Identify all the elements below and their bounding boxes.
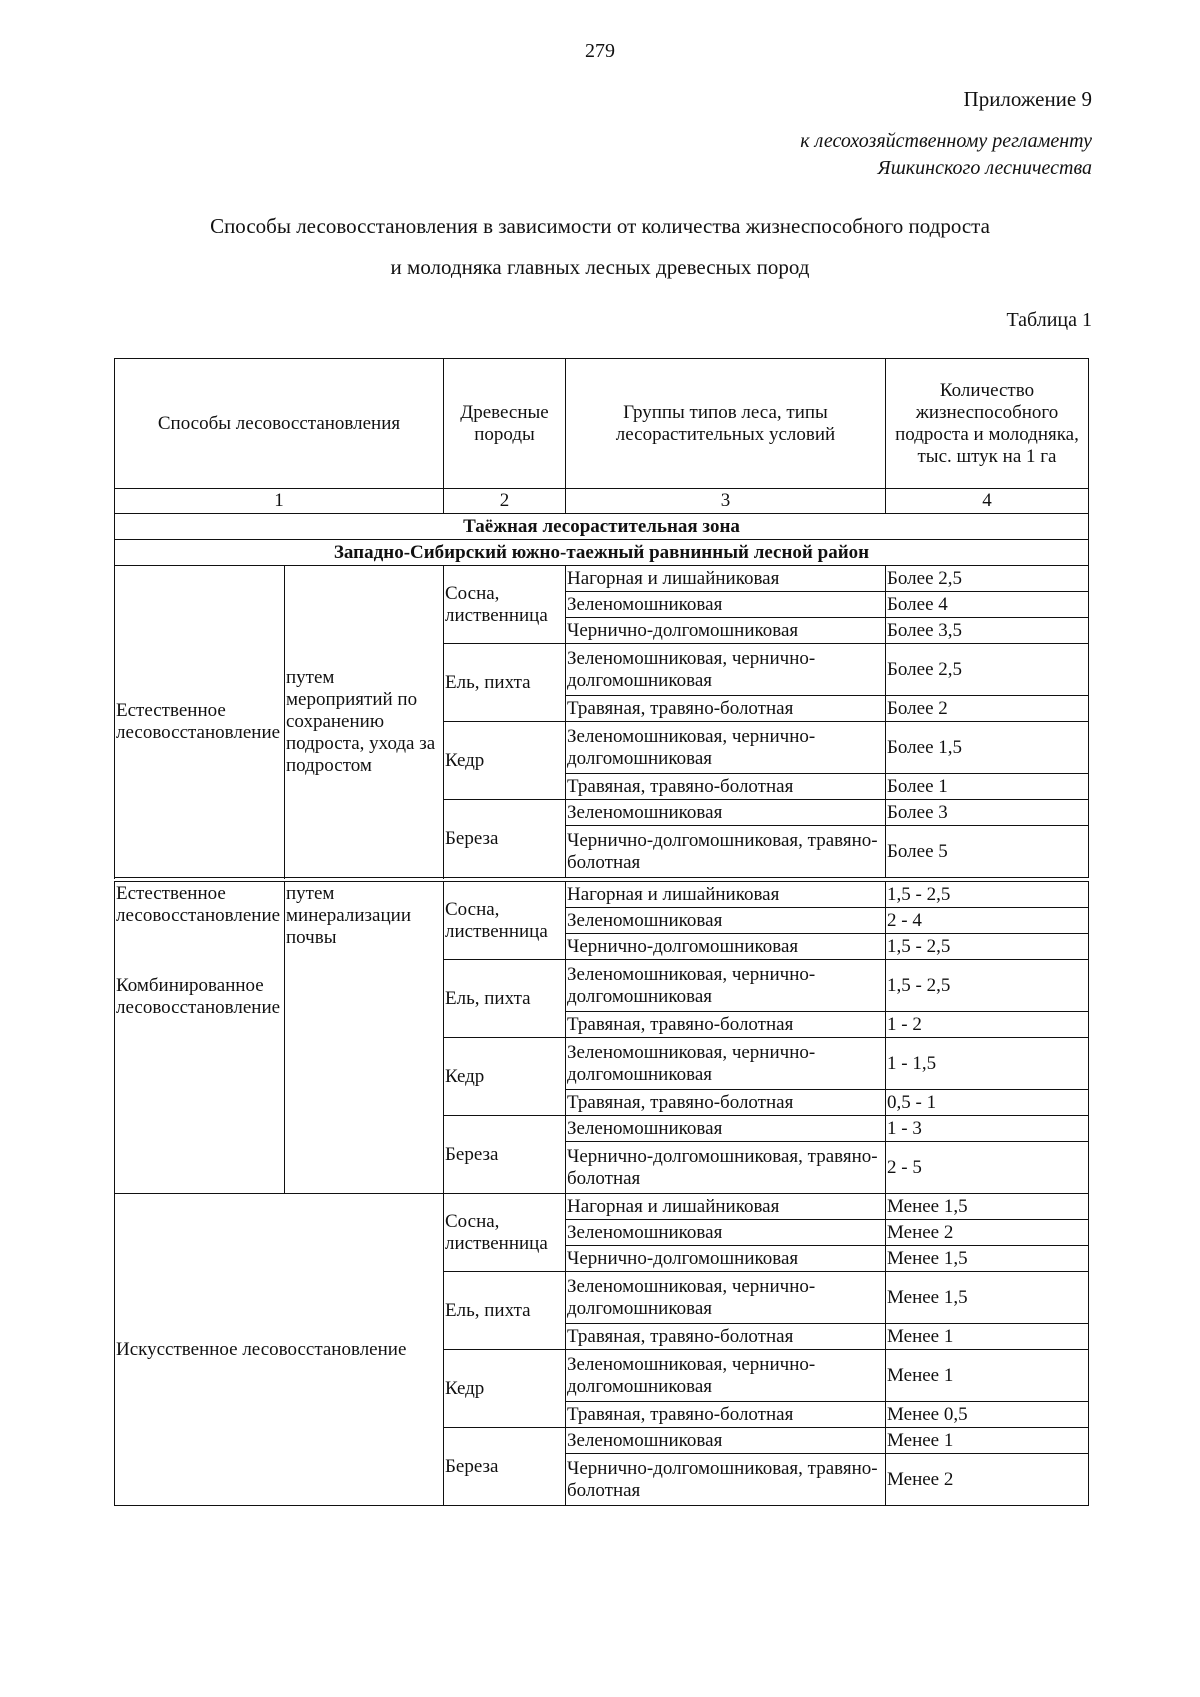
table-row: [115, 882, 1089, 908]
species-cell: Ель, пихта: [444, 1272, 566, 1350]
forest-type-cell: Зеленомошниковая: [566, 1428, 886, 1454]
species-cell: Кедр: [444, 722, 566, 800]
column-number: 4: [886, 489, 1089, 514]
method-natural: Естественное лесовосстановление: [116, 883, 281, 926]
table-header-row: [115, 359, 1089, 489]
quantity-cell: 2 - 4: [886, 908, 1089, 934]
forest-type-cell: Чернично-долгомошниковая, травяно-болотная: [566, 826, 886, 878]
appendix-subtitle-line2: Яшкинского лесничества: [877, 157, 1092, 179]
region-row: [115, 540, 1089, 566]
column-number: 3: [566, 489, 886, 514]
quantity-cell: 1 - 2: [886, 1012, 1089, 1038]
header-forest-types: Группы типов леса, типы лесорастительных условий: [566, 359, 886, 489]
forest-type-cell: Зеленомошниковая, чернично-долгомошниковая: [566, 1272, 886, 1324]
forest-type-cell: Травяная, травяно-болотная: [566, 1012, 886, 1038]
zone-row: [115, 514, 1089, 540]
quantity-cell: Менее 1: [886, 1350, 1089, 1402]
document-title-line1: Способы лесовосстановления в зависимости от количества жизнеспособного подроста: [210, 214, 990, 238]
species-cell: Береза: [444, 800, 566, 878]
quantity-cell: Более 2: [886, 696, 1089, 722]
header-quantity: Количество жизнеспособного подроста и молодняка, тыс. штук на 1 га: [886, 359, 1089, 489]
quantity-cell: Более 3: [886, 800, 1089, 826]
forest-type-cell: Чернично-долгомошниковая, травяно-болотная: [566, 1142, 886, 1194]
forest-type-cell: Зеленомошниковая: [566, 800, 886, 826]
table-caption: Таблица 1: [1006, 309, 1092, 331]
quantity-cell: Менее 1,5: [886, 1194, 1089, 1220]
forest-type-cell: Зеленомошниковая, чернично-долгомошниковая: [566, 1350, 886, 1402]
forest-type-cell: Зеленомошниковая, чернично-долгомошниковая: [566, 644, 886, 696]
quantity-cell: Более 1: [886, 774, 1089, 800]
forest-type-cell: Нагорная и лишайниковая: [566, 882, 886, 908]
forest-type-cell: Травяная, травяно-болотная: [566, 696, 886, 722]
quantity-cell: 0,5 - 1: [886, 1090, 1089, 1116]
forest-type-cell: Зеленомошниковая: [566, 1220, 886, 1246]
column-number: 1: [115, 489, 444, 514]
forest-type-cell: Травяная, травяно-болотная: [566, 1402, 886, 1428]
quantity-cell: Менее 2: [886, 1454, 1089, 1506]
method-cell: Естественное лесовосстановление: [115, 566, 285, 878]
quantity-cell: Более 1,5: [886, 722, 1089, 774]
appendix-subtitle-line1: к лесохозяйственному регламенту: [800, 130, 1092, 152]
forest-type-cell: Нагорная и лишайниковая: [566, 1194, 886, 1220]
forest-type-cell: Зеленомошниковая, чернично-долгомошниковая: [566, 722, 886, 774]
forest-type-cell: Травяная, травяно-болотная: [566, 1090, 886, 1116]
species-cell: Ель, пихта: [444, 644, 566, 722]
quantity-cell: Менее 2: [886, 1220, 1089, 1246]
forest-type-cell: Чернично-долгомошниковая: [566, 1246, 886, 1272]
quantity-cell: 2 - 5: [886, 1142, 1089, 1194]
forest-type-cell: Зеленомошниковая, чернично-долгомошниковая: [566, 960, 886, 1012]
reforestation-table-continued: [114, 881, 1089, 1506]
forest-type-cell: Зеленомошниковая: [566, 908, 886, 934]
quantity-cell: Менее 1: [886, 1324, 1089, 1350]
forest-type-cell: Травяная, травяно-болотная: [566, 1324, 886, 1350]
header-methods: Способы лесовосстановления: [115, 359, 444, 489]
species-cell: Кедр: [444, 1350, 566, 1428]
quantity-cell: Менее 1,5: [886, 1272, 1089, 1324]
forest-type-cell: Чернично-долгомошниковая, травяно-болотная: [566, 1454, 886, 1506]
species-cell: Сосна, лиственница: [444, 566, 566, 644]
page-number: 279: [585, 40, 615, 62]
means-cell: путем мероприятий по сохранению подроста, ухода за подростом: [285, 566, 444, 878]
region-label: Западно-Сибирский южно-таежный равнинный лесной район: [115, 540, 1089, 566]
species-cell: Сосна, лиственница: [444, 882, 566, 960]
species-cell: Ель, пихта: [444, 960, 566, 1038]
forest-type-cell: Зеленомошниковая: [566, 1116, 886, 1142]
column-number: 2: [444, 489, 566, 514]
header-species: Древесные породы: [444, 359, 566, 489]
method-combined: Комбинированное лесовосстановление: [116, 975, 281, 1018]
species-cell: Сосна, лиственница: [444, 1194, 566, 1272]
method-cell: [115, 882, 285, 1194]
quantity-cell: Более 4: [886, 592, 1089, 618]
forest-type-cell: Нагорная и лишайниковая: [566, 566, 886, 592]
quantity-cell: 1,5 - 2,5: [886, 882, 1089, 908]
forest-type-cell: Зеленомошниковая, чернично-долгомошниковая: [566, 1038, 886, 1090]
quantity-cell: Более 5: [886, 826, 1089, 878]
species-cell: Кедр: [444, 1038, 566, 1116]
quantity-cell: Более 3,5: [886, 618, 1089, 644]
species-cell: Береза: [444, 1116, 566, 1194]
method-cell: Искусственное лесовосстановление: [115, 1194, 444, 1506]
zone-label: Таёжная лесорастительная зона: [115, 514, 1089, 540]
forest-type-cell: Зеленомошниковая: [566, 592, 886, 618]
reforestation-table: [114, 358, 1089, 878]
quantity-cell: Менее 1: [886, 1428, 1089, 1454]
forest-type-cell: Травяная, травяно-болотная: [566, 774, 886, 800]
forest-type-cell: Чернично-долгомошниковая: [566, 934, 886, 960]
appendix-title: Приложение 9: [963, 87, 1092, 111]
document-title-line2: и молодняка главных лесных древесных пород: [390, 255, 810, 279]
means-cell: путем минерализации почвы: [285, 882, 444, 1194]
quantity-cell: 1 - 3: [886, 1116, 1089, 1142]
quantity-cell: Менее 1,5: [886, 1246, 1089, 1272]
column-number-row: [115, 489, 1089, 514]
forest-type-cell: Чернично-долгомошниковая: [566, 618, 886, 644]
quantity-cell: Более 2,5: [886, 644, 1089, 696]
table-row: [115, 566, 1089, 592]
table-row: [115, 1194, 1089, 1220]
quantity-cell: 1,5 - 2,5: [886, 934, 1089, 960]
species-cell: Береза: [444, 1428, 566, 1506]
quantity-cell: 1,5 - 2,5: [886, 960, 1089, 1012]
quantity-cell: 1 - 1,5: [886, 1038, 1089, 1090]
quantity-cell: Менее 0,5: [886, 1402, 1089, 1428]
quantity-cell: Более 2,5: [886, 566, 1089, 592]
